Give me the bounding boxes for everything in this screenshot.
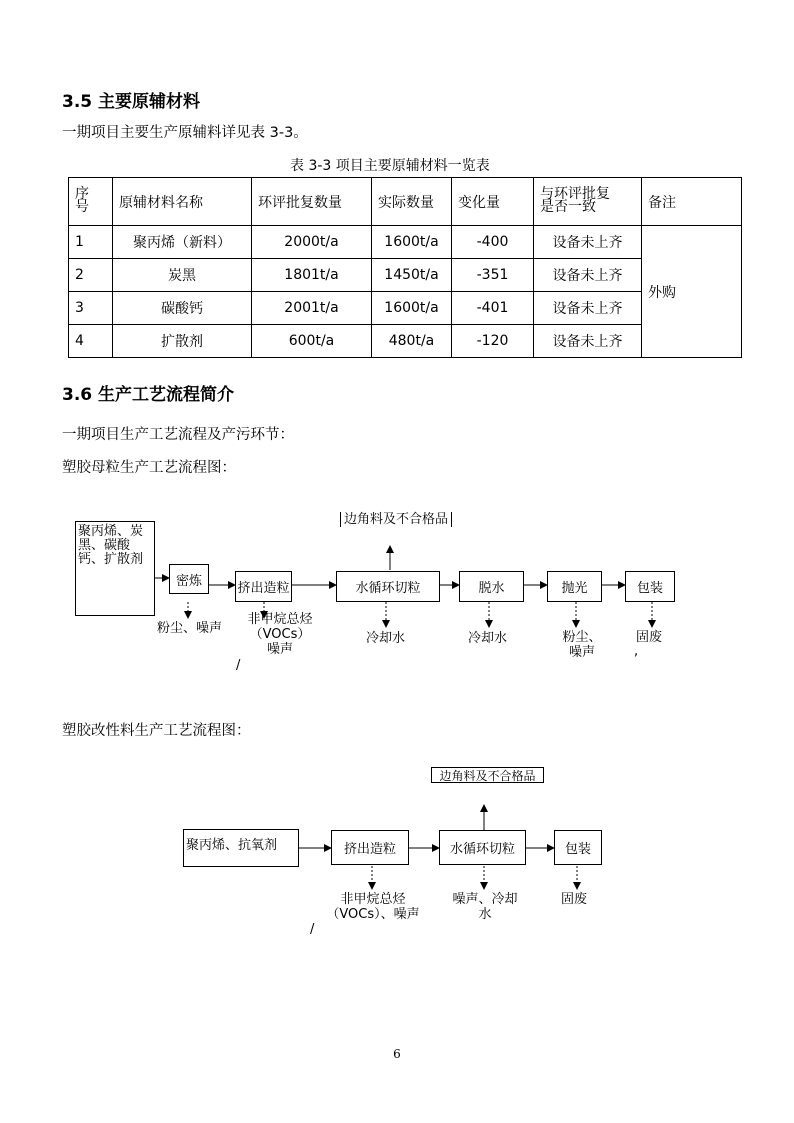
cell-no: 3 (69, 292, 113, 325)
header-consistent: 与环评批复 是否一致 (534, 178, 642, 226)
cell-no: 1 (69, 226, 113, 259)
flow2-slash: / (310, 922, 315, 937)
cell-no: 2 (69, 259, 113, 292)
cell-actual: 1600t/a (372, 226, 452, 259)
flow1-input-box: 聚丙烯、炭黑、碳酸钙、扩散剂 (75, 521, 155, 616)
flow2-input-box: 聚丙烯、抗氧剂 (183, 829, 299, 867)
header-approved: 环评批复数量 (252, 178, 372, 226)
section-3-6-heading: 3.6 生产工艺流程简介 (62, 385, 235, 405)
flow2-emission-pack: 固废 (561, 892, 588, 907)
flow1-step-cutting: 水循环切粒 (336, 571, 440, 602)
cell-name: 碳酸钙 (113, 292, 252, 325)
flow2-step-extrude: 挤出造粒 (331, 830, 409, 865)
header-change: 变化量 (452, 178, 534, 226)
flow2-byproduct: 边角料及不合格品 (431, 767, 544, 783)
cell-change: -401 (452, 292, 534, 325)
cell-name: 聚丙烯（新料） (113, 226, 252, 259)
flow1-emission-dewater: 冷却水 (468, 631, 508, 646)
cell-remark: 外购 (642, 226, 742, 358)
flow1-byproduct: 边角料及不合格品 (340, 512, 452, 527)
cell-consistent: 设备未上齐 (534, 325, 642, 358)
flow2-emission-extrude: 非甲烷总烃 （VOCs）、噪声 (326, 892, 420, 922)
cell-name: 炭黑 (113, 259, 252, 292)
flow1-pack-slash: , (634, 644, 639, 659)
flow1-step-polish: 抛光 (547, 571, 602, 602)
header-seq: 序 号 (69, 178, 113, 226)
cell-consistent: 设备未上齐 (534, 292, 642, 325)
cell-actual: 1600t/a (372, 292, 452, 325)
table-caption: 表 3-3 项目主要原辅材料一览表 (290, 158, 490, 174)
flow1-slash: / (236, 658, 241, 673)
flow1-emission-extrude: 非甲烷总烃 （VOCs） 噪声 (247, 612, 313, 657)
flow2-step-cutting: 水循环切粒 (439, 830, 526, 865)
flow1-step-dewater: 脱水 (459, 571, 524, 602)
cell-approved: 2001t/a (252, 292, 372, 325)
flow1-emission-cutting: 冷却水 (366, 631, 406, 646)
cell-consistent: 设备未上齐 (534, 259, 642, 292)
flow1-emission-pack: 固废 (636, 630, 663, 645)
flow2-title: 塑胶改性料生产工艺流程图： (62, 723, 251, 739)
cell-name: 扩散剂 (113, 325, 252, 358)
header-remark: 备注 (642, 178, 742, 226)
section-3-5-heading: 3.5 主要原辅材料 (62, 92, 201, 112)
cell-change: -120 (452, 325, 534, 358)
cell-change: -400 (452, 226, 534, 259)
header-actual: 实际数量 (372, 178, 452, 226)
flow1-emission-mixing: 粉尘、噪声 (157, 621, 223, 636)
flow1-step-pack: 包装 (625, 571, 675, 602)
cell-no: 4 (69, 325, 113, 358)
cell-approved: 600t/a (252, 325, 372, 358)
cell-actual: 1450t/a (372, 259, 452, 292)
cell-actual: 480t/a (372, 325, 452, 358)
cell-consistent: 设备未上齐 (534, 226, 642, 259)
flow2-emission-cutting: 噪声、冷却 水 (452, 892, 518, 922)
flow1-step-mixing: 密炼 (169, 564, 209, 594)
flow2-step-pack: 包装 (554, 830, 602, 865)
cell-approved: 1801t/a (252, 259, 372, 292)
section-3-6-intro: 一期项目生产工艺流程及产污环节： (62, 427, 294, 443)
cell-change: -351 (452, 259, 534, 292)
section-3-5-intro: 一期项目主要生产原辅料详见表 3-3。 (62, 125, 308, 141)
flow1-step-extrude: 挤出造粒 (235, 571, 292, 602)
flow1-emission-polish: 粉尘、 噪声 (562, 630, 602, 660)
flow1-title: 塑胶母粒生产工艺流程图： (62, 460, 236, 476)
cell-approved: 2000t/a (252, 226, 372, 259)
header-name: 原辅材料名称 (113, 178, 252, 226)
page-number: 6 (393, 1047, 401, 1061)
flow2-emission-arrows (372, 866, 577, 889)
